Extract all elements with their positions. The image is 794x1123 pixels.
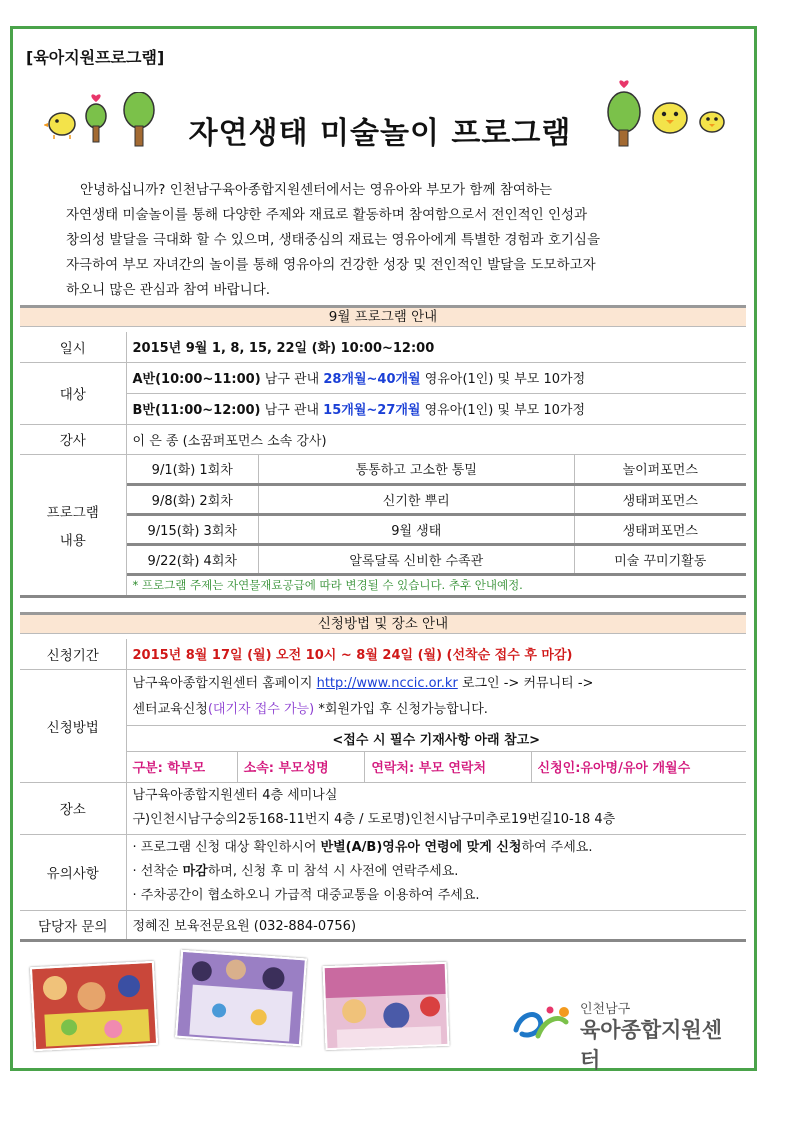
logo-small-text: 인천남구	[580, 1002, 631, 1017]
chick-icon	[700, 112, 724, 132]
session-type: 놀이퍼포먼스	[574, 455, 746, 485]
homepage-link[interactable]: http://www.nccic.or.kr	[316, 676, 458, 691]
method-line1	[133, 671, 741, 697]
place-label: 장소	[20, 782, 126, 834]
session-type: 미술 꾸미기활동	[574, 545, 746, 575]
session-topic: 신기한 뿌리	[259, 485, 575, 515]
session-date: 9/1(화) 1회차	[127, 455, 259, 485]
session-type: 생태퍼포먼스	[574, 485, 746, 515]
place-line2: 구)인천시남구숭의2동168-11번지 4층 / 도로명)인천시남구미추로19번길10-18 4층	[132, 812, 616, 827]
sessions-table	[127, 455, 747, 595]
target-a-post: 영유아(1인) 및 부모 10가정	[424, 372, 586, 387]
target-b	[126, 393, 746, 424]
center-logo-icon	[510, 1000, 576, 1044]
chick-icon	[44, 113, 75, 139]
method-line1-post: 로그인 -> 커뮤니티 ->	[461, 676, 594, 691]
section-heading-september: 9월 프로그램 안내	[20, 305, 746, 327]
title-decoration-left	[44, 92, 164, 152]
intro-paragraph	[66, 178, 706, 303]
notice-line1	[133, 836, 741, 860]
teacher-value: 이 은 종 (소꿈퍼포먼스 소속 강사)	[126, 424, 746, 454]
notice-line3: · 주차공간이 협소하오니 가급적 대중교통을 이용하여 주세요.	[132, 888, 480, 903]
contact-label: 담당자 문의	[20, 910, 126, 940]
tree-icon	[608, 80, 640, 146]
center-logo	[510, 998, 740, 1072]
date-value: 2015년 9월 1, 8, 15, 22일 (화) 10:00~12:00	[126, 332, 746, 362]
notice-line2	[133, 860, 741, 884]
notice-2-bold: 마감	[182, 864, 208, 879]
section-heading-application: 신청방법 및 장소 안내	[20, 612, 746, 634]
chick-icon	[653, 103, 687, 133]
target-b-class: B반(11:00~12:00)	[132, 403, 261, 418]
notice-2-post: 하며, 신청 후 미 참석 시 사전에 연락주세요.	[207, 864, 459, 879]
field-item: 신청인:유아명/유아 개월수	[537, 761, 691, 776]
target-label: 대상	[20, 362, 126, 424]
target-a-pre: 남구 관내	[264, 372, 320, 387]
method-text	[126, 669, 746, 725]
field-item: 연락처: 부모 연락처	[365, 752, 531, 782]
method-label: 신청방법	[20, 669, 126, 782]
intro-line: 자연생태 미술놀이를 통해 다양한 주제와 재료로 활동하며 참여함으로서 전인적인 인성과	[66, 207, 588, 223]
target-a	[126, 362, 746, 393]
intro-line: 자극하여 부모 자녀간의 놀이를 통해 영유아의 건강한 성장 및 전인적인 발달을 도모하고자	[66, 257, 596, 273]
notice-1-bold: 반별(A/B)영유아 연령에 맞게 신청	[320, 840, 522, 855]
target-b-months: 15개월~27개월	[323, 403, 421, 418]
logo-big-text: 육아종합지원센터	[580, 1018, 723, 1072]
sessions-cell	[126, 454, 746, 596]
notice-value	[126, 834, 746, 910]
tree-icon	[86, 94, 106, 142]
method-line2	[133, 697, 741, 723]
notice-label: 유의사항	[20, 834, 126, 910]
photo-activity-1	[30, 961, 158, 1051]
target-a-class: A반(10:00~11:00)	[132, 372, 261, 387]
session-date: 9/22(화) 4회차	[127, 545, 259, 575]
program-note: * 프로그램 주제는 자연물재료공급에 따라 변경될 수 있습니다. 추후 안내예정.	[132, 578, 523, 593]
fields-cell	[126, 751, 746, 782]
program-table	[20, 332, 746, 598]
notice-2-pre: · 선착순	[132, 864, 179, 879]
tree-icon	[124, 92, 154, 146]
photo-activity-2	[175, 950, 307, 1047]
session-topic: 통통하고 고소한 통밀	[259, 455, 575, 485]
program-label-line1: 프로그램	[46, 504, 99, 521]
program-label	[20, 454, 126, 596]
period-label: 신청기간	[20, 639, 126, 669]
notice-1-pre: · 프로그램 신청 대상 확인하시어	[132, 840, 317, 855]
photo-activity-3	[323, 962, 450, 1050]
application-table	[20, 639, 746, 942]
method-line2-pre: 센터교육신청	[132, 702, 208, 717]
method-line2-paren: (대기자 접수 가능)	[207, 702, 315, 717]
program-label-line2: 내용	[59, 532, 86, 549]
title-decoration-right	[600, 76, 730, 148]
field-item: 소속: 부모성명	[237, 752, 365, 782]
notice-1-post: 하여 주세요.	[521, 840, 593, 855]
fields-table	[127, 752, 747, 782]
page-title: 자연생태 미술놀이 프로그램	[188, 116, 572, 151]
session-date: 9/15(화) 3회차	[127, 515, 259, 545]
program-tag: [육아지원프로그램]	[26, 48, 165, 67]
place-value	[126, 782, 746, 834]
target-a-months: 28개월~40개월	[323, 372, 421, 387]
session-topic: 알록달록 신비한 수족관	[259, 545, 575, 575]
intro-line: 안녕하십니까? 인천남구육아종합지원센터에서는 영유아와 부모가 함께 참여하는	[80, 182, 553, 198]
period-value: 2015년 8월 17일 (월) 오전 10시 ~ 8월 24일 (월) (선착순 접수 후 마감)	[126, 639, 746, 669]
session-type: 생태퍼포먼스	[574, 515, 746, 545]
method-required-heading: <접수 시 필수 기재사항 아래 참고>	[126, 725, 746, 751]
date-label: 일시	[20, 332, 126, 362]
target-b-post: 영유아(1인) 및 부모 10가정	[424, 403, 586, 418]
method-line1-pre: 남구육아종합지원센터 홈페이지	[132, 676, 313, 691]
place-line1: 남구육아종합지원센터 4층 세미나실	[132, 788, 338, 803]
target-b-pre: 남구 관내	[264, 403, 320, 418]
contact-value: 정혜진 보육전문요원 (032-884-0756)	[126, 910, 746, 940]
method-line2-post: *회원가입 후 신청가능합니다.	[318, 702, 488, 717]
intro-line: 하오니 많은 관심과 참여 바랍니다.	[66, 282, 271, 298]
intro-line: 창의성 발달을 극대화 할 수 있으며, 생태중심의 재료는 영유아에게 특별한 경험과 호기심을	[66, 232, 601, 248]
session-topic: 9월 생태	[259, 515, 575, 545]
session-date: 9/8(화) 2회차	[127, 485, 259, 515]
teacher-label: 강사	[20, 424, 126, 454]
field-item: 구분: 학부모	[127, 752, 238, 782]
